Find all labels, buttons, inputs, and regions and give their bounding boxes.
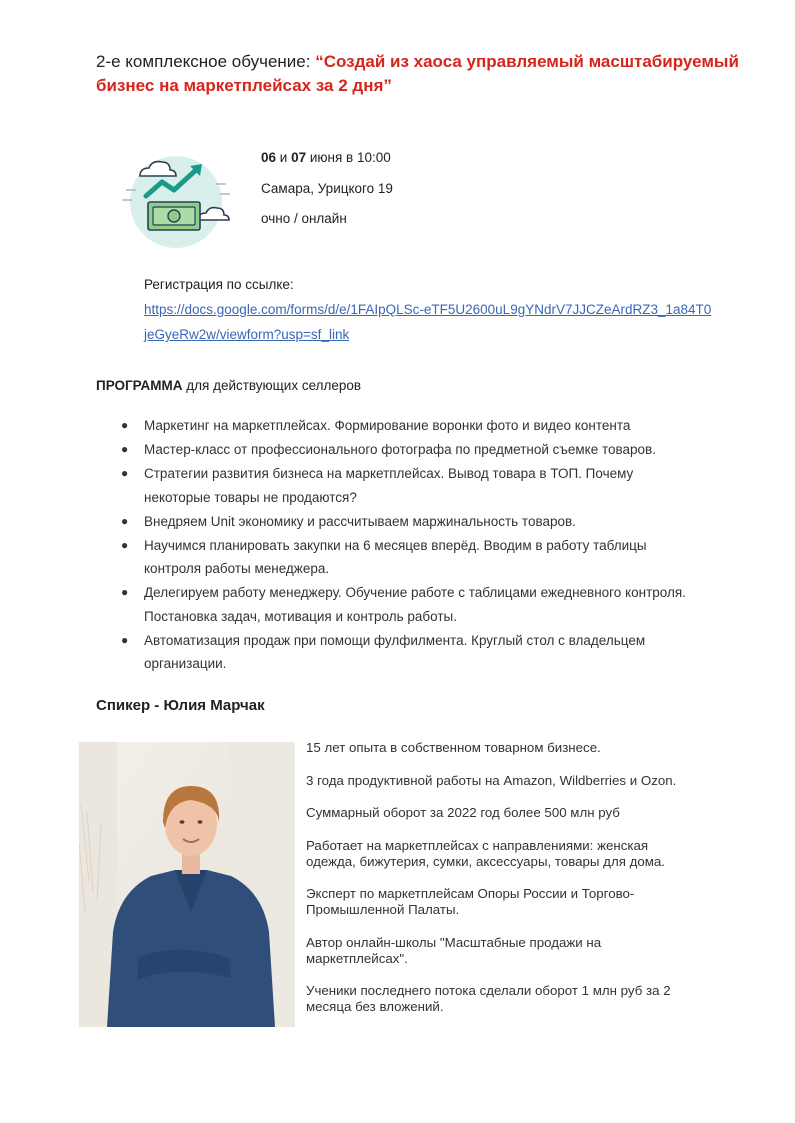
event-location: Самара, Урицкого 19 — [261, 180, 393, 196]
bullet-icon: ● — [121, 537, 129, 552]
speaker-photo — [79, 742, 295, 1027]
bio-paragraph: Эксперт по маркетплейсам Опоры России и Торгово-Промышленной Палаты. — [306, 886, 635, 917]
bullet-icon: ● — [121, 513, 129, 528]
title-prefix: 2-е комплексное обучение: — [96, 52, 316, 71]
event-format: очно / онлайн — [261, 211, 347, 226]
speaker-title: Спикер - Юлия Марчак — [96, 697, 265, 714]
list-item: ● Автоматизация продаж при помощи фулфилмента. Круглый стол с владельцем организации. — [96, 629, 696, 676]
list-item: ● Мастер-класс от профессионального фотографа по предметной съемке товаров. — [96, 438, 696, 462]
bullet-icon: ● — [121, 632, 129, 647]
registration-link[interactable]: https://docs.google.com/forms/d/e/1FAIpQLSc-eTF5U2600uL9gYNdrV7JJCZeArdRZ3_1a84T0jeGyeRw2w/viewform?usp=sf_link — [144, 302, 712, 342]
bio-paragraph: Автор онлайн-школы "Масштабные продажи на маркетплейсах". — [306, 934, 602, 966]
registration-block — [144, 272, 714, 347]
event-info — [261, 148, 393, 240]
bio-paragraph: Ученики последнего потока сделали оборот 1 млн руб за 2 месяца без вложений. — [306, 983, 671, 1014]
registration-label: Регистрация по ссылке: — [144, 277, 294, 292]
bullet-icon: ● — [121, 466, 129, 480]
program-title: ПРОГРАММА для действующих селлеров — [96, 378, 362, 393]
list-item: ● Стратегии развития бизнеса на маркетплейсах. Вывод товара в ТОП. Почему некоторые товары не продаются? — [96, 462, 696, 509]
bio-paragraph: Работает на маркетплейсах с направлениями: женская одежда, бижутерия, сумки, аксессуары, товары для дома. — [306, 837, 665, 869]
bullet-icon: ● — [121, 585, 129, 599]
money-growth-icon — [118, 150, 234, 250]
speaker-bio — [306, 740, 701, 1032]
bio-paragraph: Суммарный оборот за 2022 год более 500 млн руб — [306, 805, 620, 820]
bullet-icon: ● — [121, 418, 129, 432]
list-item: ● Научимся планировать закупки на 6 месяцев вперёд. Вводим в работу таблицы контроля работы менеджера. — [96, 534, 696, 581]
bio-paragraph: 15 лет опыта в собственном товарном бизнесе. — [306, 740, 601, 755]
page-title — [96, 50, 786, 98]
event-date: 06 и 07 июня в 10:00 — [261, 150, 391, 165]
bullet-icon: ● — [121, 442, 129, 456]
list-item: ● Маркетинг на маркетплейсах. Формирование воронки фото и видео контента — [96, 414, 696, 438]
title-headline: “Создай из хаоса управляемый масштабируемый бизнес на маркетплейсах за 2 дня” — [96, 52, 739, 95]
bio-paragraph: 3 года продуктивной работы на Amazon, Wildberries и Ozon. — [306, 772, 677, 788]
list-item: ● Внедряем Unit экономику и рассчитываем маржинальность товаров. — [96, 510, 696, 534]
program-list — [96, 414, 696, 676]
list-item: ● Делегируем работу менеджеру. Обучение работе с таблицами ежедневного контроля. Постановка задач, мотивация и контроль работы. — [96, 581, 696, 628]
